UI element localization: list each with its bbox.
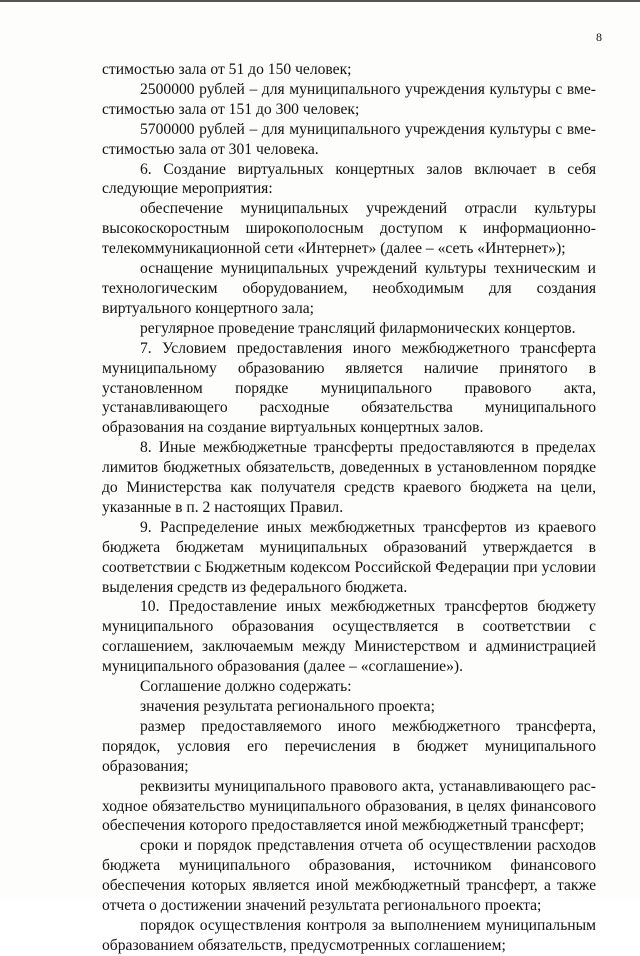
paragraph-item-6: 6. Создание виртуальных концертных залов включает в себя следующие мероприятия: [102,160,596,198]
paragraph-item-7: 7. Условием предоставления иного межбюджетного трансферта муниципальному образованию является наличие принятого в установленном порядке муниципального правового акта, устанавливающего расходные обязательства муниципального образования на создание виртуальных концертных залов. [102,339,596,437]
paragraph-result-values: значения результата регионального проекта; [140,698,435,715]
paragraph-control: порядок осуществления контроля за выполнением муниципальным образованием обязательств, предусмотренных соглашением; [102,916,596,954]
document-body [102,60,596,956]
paragraph-legal-act-details: реквизиты муниципального правового акта, устанавливающего расходное обязательство муниципального образования, в целях финансового обеспечения которого предоставляется иной межбюджетный трансферт; [102,777,596,835]
paragraph-reporting: сроки и порядок представления отчета об осуществлении расходов бюджета муниципального образования, источником финансового обеспечения которых является иной межбюджетный трансферт, а также отчета о достижении значений результата регионального проекта; [102,837,596,915]
paragraph-equipment: оснащение муниципальных учреждений культуры техническим и технологическим оборудованием, необходимым для создания виртуального концертного зала; [102,260,596,317]
paragraph-agreement-contents: Соглашение должно содержать: [140,678,352,696]
paragraph-amount-2500000: 2500000 рублей – для муниципального учреждения культуры с вместимостью зала от 151 до 300 человек; [102,80,596,118]
paragraph-continuation: стимостью зала от 51 до 150 человек; [102,61,352,78]
paragraph-item-8: 8. Иные межбюджетные трансферты предоставляются в пределах лимитов бюджетных обязательств, доведенных в установленном порядке до Министерства как получателя средств краевого бюджета на цели, указанные в п. 2 настоящих Правил. [102,439,596,516]
paragraph-item-10: 10. Предоставление иных межбюджетных трансфертов бюджету муниципального образования осуществляется в соответствии с соглашением, заключаемым между Министерством и администрацией муниципального образования (далее – «соглашение»). [102,598,596,676]
paragraph-item-9: 9. Распределение иных межбюджетных трансфертов из краевого бюджета бюджетам муниципальных образований утверждается в соответствии с Бюджетным кодексом Российской Федерации при условии выделения средств из федерального бюджета. [102,518,596,596]
paragraph-broadcasts: регулярное проведение трансляций филармонических концертов. [140,319,576,337]
page-number: 8 [596,30,602,44]
paragraph-transfer-size: размер предоставляемого иного межбюджетного трансферта, порядок, условия его перечисления в бюджет муниципального образования; [102,717,596,775]
paragraph-internet-access: обеспечение муниципальных учреждений отрасли культуры высокоскоростным широкополосным доступом к информационно-телекоммуникационной сети «Интернет» (далее – «сеть «Интернет»); [102,200,596,258]
top-edge-line [0,0,640,2]
paragraph-amount-5700000: 5700000 рублей – для муниципального учреждения культуры с вместимостью зала от 301 человека. [102,120,596,158]
